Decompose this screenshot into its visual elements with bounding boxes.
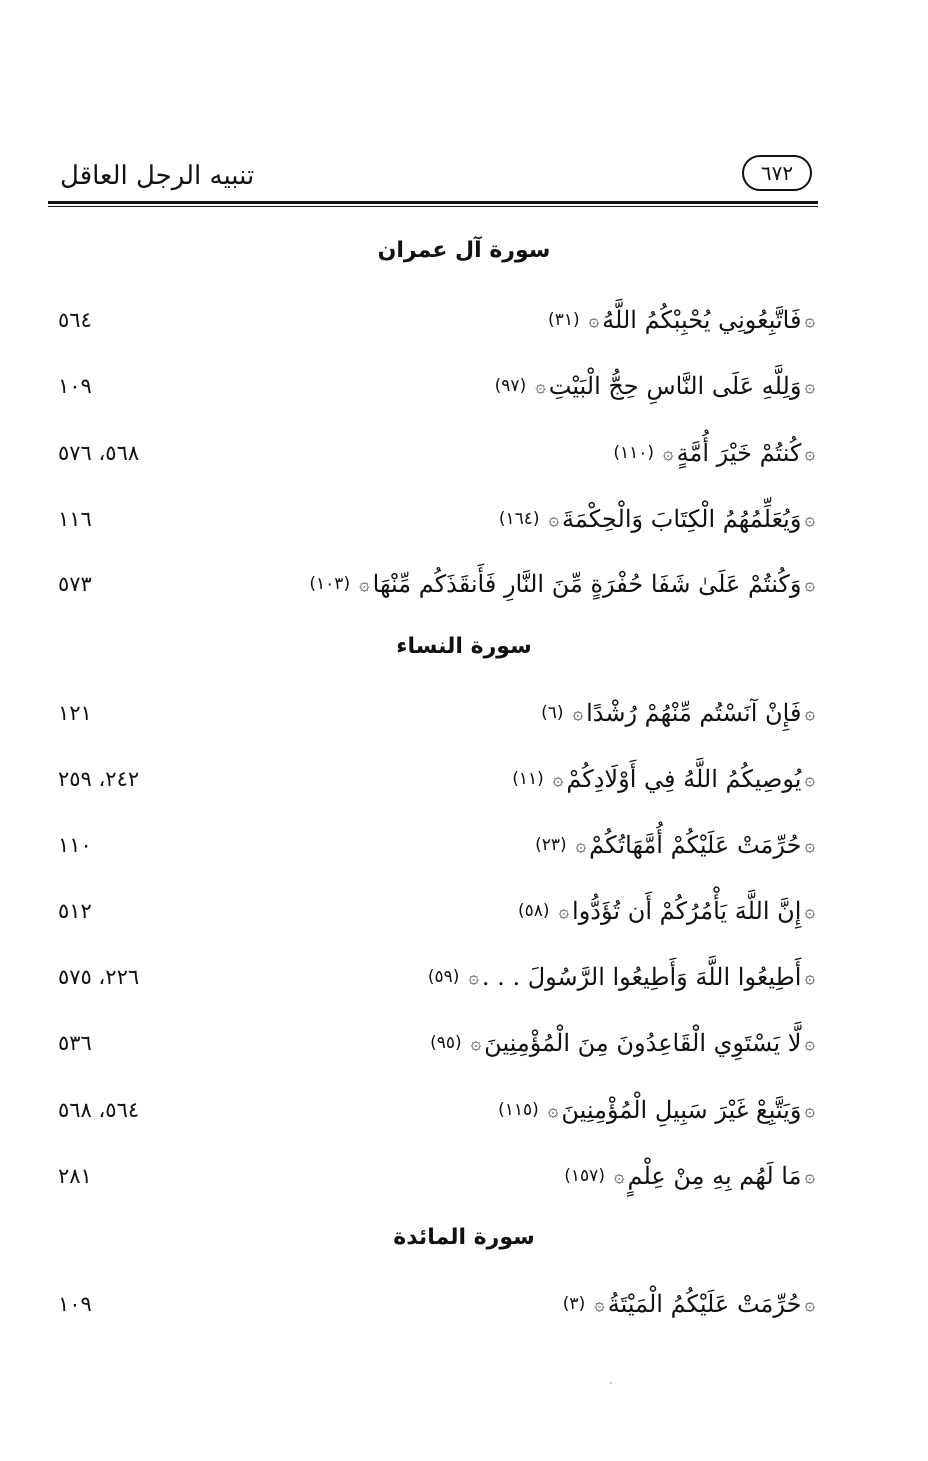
verse-number: (١١٠) bbox=[613, 443, 655, 463]
surah-heading: سورة النساء bbox=[396, 634, 532, 659]
ornament-open-icon: ۞ bbox=[804, 1165, 815, 1187]
page-refs: ٥٦٤، ٥٦٨ bbox=[58, 1098, 140, 1122]
verse-quote: وَيَتَّبِعْ غَيْرَ سَبِيلِ الْمُؤْمِنِينَ bbox=[561, 1096, 802, 1124]
page-refs: ١٠٩ bbox=[58, 374, 92, 398]
index-entry bbox=[0, 1090, 928, 1130]
ornament-open-icon: ۞ bbox=[804, 442, 815, 464]
page-refs: ٥٣٦ bbox=[58, 1031, 92, 1055]
index-entry bbox=[0, 433, 928, 473]
verse-text bbox=[499, 499, 818, 539]
index-entry bbox=[0, 759, 928, 799]
surah-heading: سورة آل عمران bbox=[377, 238, 551, 263]
index-entry bbox=[0, 499, 928, 539]
ornament-open-icon: ۞ bbox=[804, 508, 815, 530]
page-refs: ٥٦٨، ٥٧٦ bbox=[58, 441, 140, 465]
surah-heading: سورة المائدة bbox=[393, 1225, 535, 1250]
index-entry bbox=[0, 825, 928, 865]
header-rule-thick bbox=[48, 201, 818, 204]
ornament-close-icon: ۞ bbox=[588, 309, 600, 331]
verse-number: (٥٨) bbox=[517, 901, 550, 921]
ornament-open-icon: ۞ bbox=[804, 1293, 815, 1315]
ornament-close-icon: ۞ bbox=[613, 1165, 625, 1187]
verse-number: (١١) bbox=[512, 769, 544, 789]
verse-number: (١٥٧) bbox=[564, 1166, 605, 1186]
index-entry bbox=[0, 891, 928, 931]
ornament-close-icon: ۞ bbox=[572, 702, 584, 724]
verse-quote: لَّا يَسْتَوِي الْقَاعِدُونَ مِنَ الْمُؤْمِنِينَ bbox=[484, 1029, 802, 1057]
ornament-open-icon: ۞ bbox=[804, 573, 815, 595]
ornament-open-icon: ۞ bbox=[804, 375, 815, 397]
verse-text bbox=[563, 1284, 818, 1324]
verse-text bbox=[430, 1023, 818, 1063]
verse-text bbox=[428, 957, 818, 997]
page-header bbox=[48, 155, 818, 203]
verse-quote: مَا لَهُم بِهِ مِنْ عِلْمٍ bbox=[627, 1162, 802, 1190]
verse-text bbox=[309, 564, 818, 604]
verse-quote: فَإِنْ آنَسْتُم مِّنْهُمْ رُشْدًا bbox=[586, 699, 802, 727]
index-entry bbox=[0, 564, 928, 604]
page-refs: ٥٦٤ bbox=[58, 308, 92, 332]
page-refs: ١٢١ bbox=[58, 701, 92, 725]
ornament-open-icon: ۞ bbox=[804, 768, 815, 790]
ornament-open-icon: ۞ bbox=[804, 966, 815, 988]
ornament-open-icon: ۞ bbox=[804, 900, 815, 922]
verse-text bbox=[495, 366, 818, 406]
ornament-close-icon: ۞ bbox=[535, 375, 546, 397]
verse-quote: أَطِيعُوا اللَّهَ وَأَطِيعُوا الرَّسُولَ . . . bbox=[481, 963, 802, 991]
page-refs: ٥١٢ bbox=[58, 899, 92, 923]
index-entry bbox=[0, 366, 928, 406]
ornament-open-icon: ۞ bbox=[804, 702, 815, 724]
ornament-close-icon: ۞ bbox=[470, 1032, 482, 1054]
verse-number: (٣) bbox=[562, 1294, 586, 1314]
verse-quote: كُنتُمْ خَيْرَ أُمَّةٍ bbox=[676, 439, 802, 467]
ornament-open-icon: ۞ bbox=[804, 309, 815, 331]
verse-text bbox=[548, 300, 818, 340]
ornament-close-icon: ۞ bbox=[468, 966, 479, 988]
ornament-close-icon: ۞ bbox=[558, 900, 570, 922]
verse-quote: حُرِّمَتْ عَلَيْكُمْ أُمَّهَاتُكُمْ bbox=[589, 831, 802, 859]
page-refs: ٢٨١ bbox=[58, 1164, 92, 1188]
index-entry bbox=[0, 693, 928, 733]
ornament-close-icon: ۞ bbox=[575, 834, 587, 856]
verse-number: (٢٣) bbox=[535, 835, 567, 855]
ornament-close-icon: ۞ bbox=[547, 1099, 559, 1121]
verse-text bbox=[535, 825, 818, 865]
page-refs: ٥٧٣ bbox=[58, 572, 92, 596]
verse-text bbox=[564, 1156, 818, 1196]
verse-quote: حُرِّمَتْ عَلَيْكُمُ الْمَيْتَةُ bbox=[607, 1290, 802, 1318]
verse-number: (٩٧) bbox=[494, 376, 527, 396]
verse-text bbox=[613, 433, 818, 473]
page-refs: ٢٢٦، ٥٧٥ bbox=[58, 965, 140, 989]
verse-text bbox=[498, 1090, 818, 1130]
verse-quote: فَاتَّبِعُونِي يُحْبِبْكُمُ اللَّهُ bbox=[602, 306, 802, 334]
verse-quote: يُوصِيكُمُ اللَّهُ فِي أَوْلَادِكُمْ bbox=[566, 765, 802, 793]
page-number-badge: ٦٧٢ bbox=[742, 155, 812, 191]
ornament-open-icon: ۞ bbox=[804, 1099, 815, 1121]
verse-quote: وَكُنتُمْ عَلَىٰ شَفَا حُفْرَةٍ مِّنَ النَّارِ فَأَنقَذَكُم مِّنْهَا bbox=[372, 570, 802, 598]
ornament-close-icon: ۞ bbox=[552, 768, 564, 790]
ornament-close-icon: ۞ bbox=[594, 1293, 605, 1315]
index-entry bbox=[0, 1156, 928, 1196]
ornament-close-icon: ۞ bbox=[663, 442, 674, 464]
ornament-close-icon: ۞ bbox=[548, 508, 560, 530]
header-rule-thin bbox=[48, 206, 818, 207]
page-refs: ١٠٩ bbox=[58, 1292, 92, 1316]
index-entry bbox=[0, 1284, 928, 1324]
verse-number: (٥٩) bbox=[427, 967, 460, 987]
verse-number: (١٠٣) bbox=[309, 574, 351, 594]
verse-text bbox=[541, 693, 818, 733]
verse-number: (٩٥) bbox=[430, 1033, 462, 1053]
book-title: تنبيه الرجل العاقل bbox=[60, 161, 255, 191]
index-entry bbox=[0, 1023, 928, 1063]
verse-number: (١١٥) bbox=[498, 1100, 539, 1120]
verse-quote: وَيُعَلِّمُهُمُ الْكِتَابَ وَالْحِكْمَةَ bbox=[562, 505, 802, 533]
index-entry bbox=[0, 300, 928, 340]
ornament-open-icon: ۞ bbox=[804, 1032, 815, 1054]
verse-number: (٣١) bbox=[548, 310, 580, 330]
verse-text bbox=[518, 891, 818, 931]
ornament-open-icon: ۞ bbox=[804, 834, 815, 856]
verse-number: (٦) bbox=[541, 703, 564, 723]
ornament-close-icon: ۞ bbox=[359, 573, 370, 595]
page-refs: ١١٠ bbox=[58, 833, 92, 857]
page-refs: ٢٤٢، ٢٥٩ bbox=[58, 767, 140, 791]
verse-quote: وَلِلَّهِ عَلَى النَّاسِ حِجُّ الْبَيْتِ bbox=[548, 372, 802, 400]
verse-number: (١٦٤) bbox=[498, 509, 540, 529]
page-refs: ١١٦ bbox=[58, 507, 92, 531]
index-entry bbox=[0, 957, 928, 997]
verse-quote: إِنَّ اللَّهَ يَأْمُرُكُمْ أَن تُؤَدُّوا bbox=[572, 897, 802, 925]
verse-text bbox=[512, 759, 818, 799]
scan-speck bbox=[610, 1382, 612, 1384]
